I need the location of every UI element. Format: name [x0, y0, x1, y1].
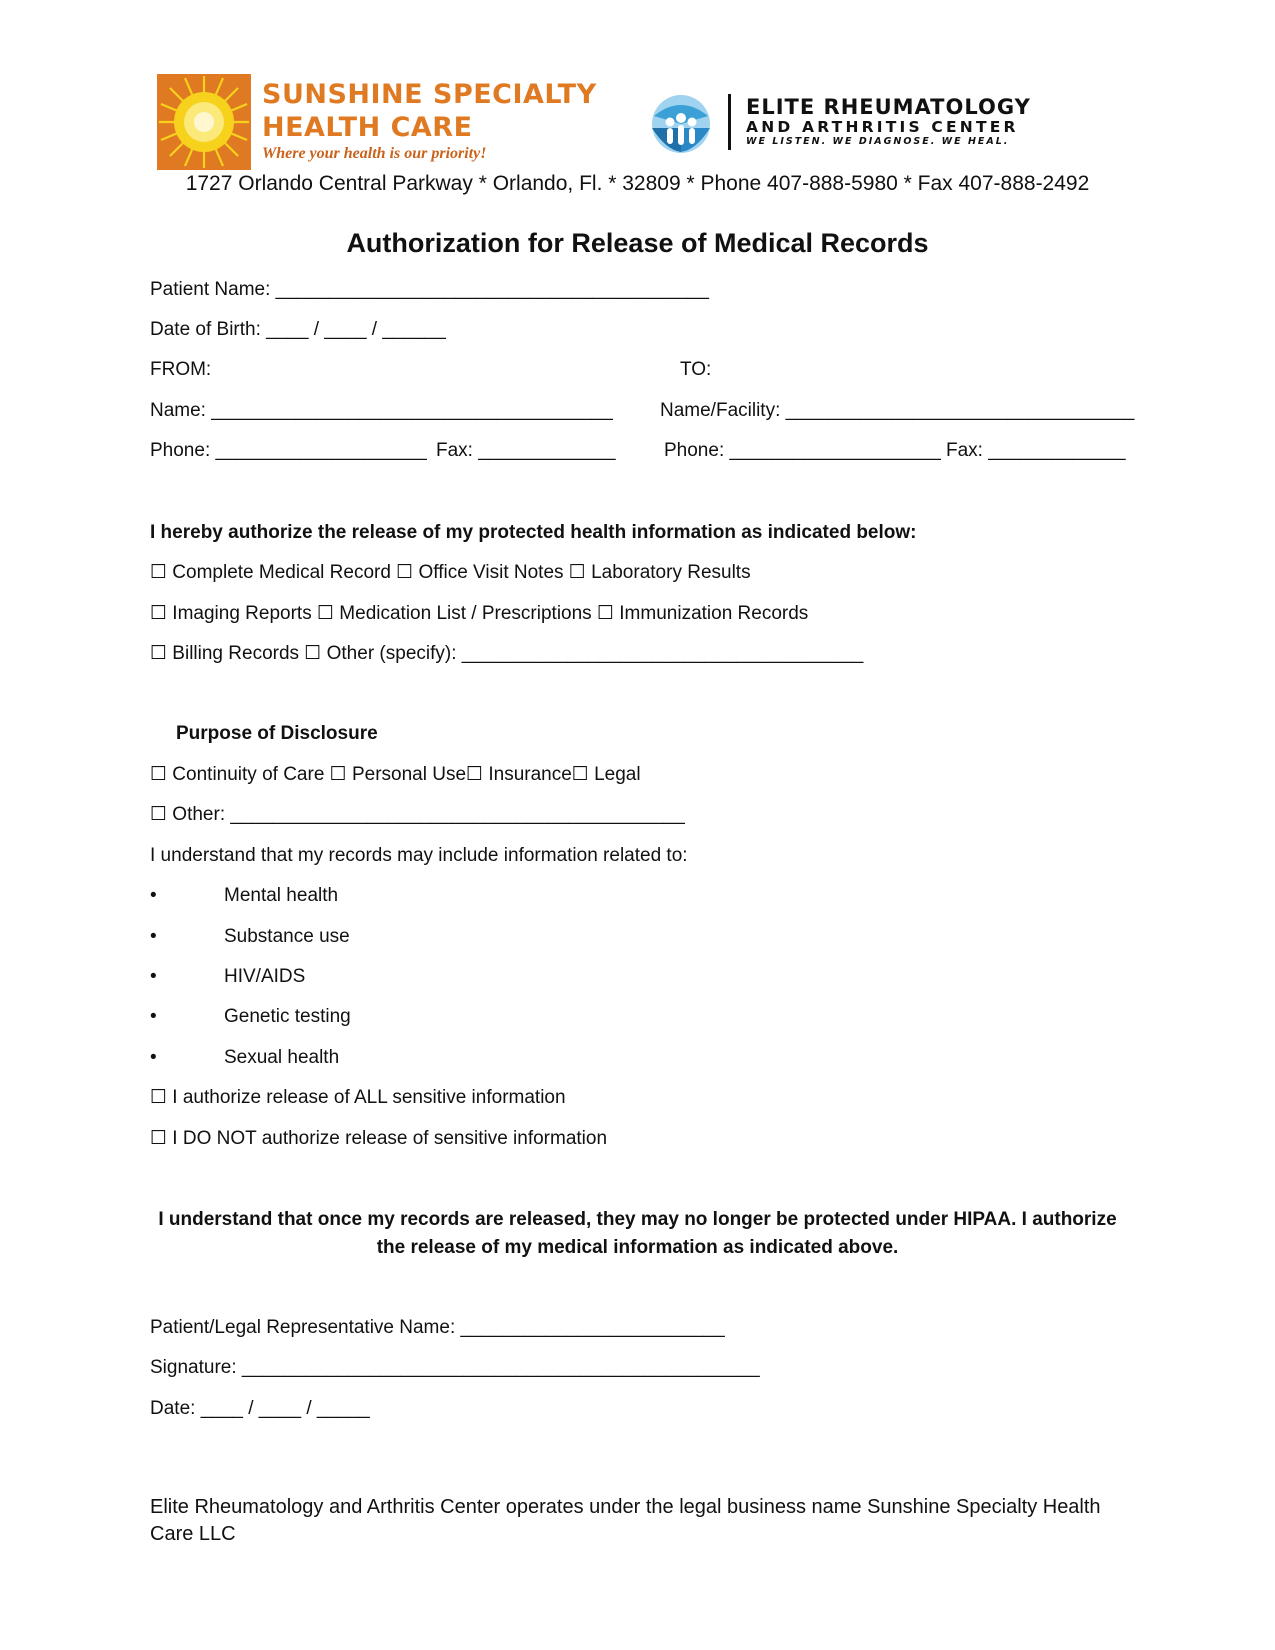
to-heading: TO: [680, 359, 712, 380]
sunshine-logo [157, 74, 597, 170]
representative-name-field[interactable]: Patient/Legal Representative Name: _________________________ [150, 1317, 725, 1338]
release-options-row3[interactable]: ☐ Billing Records ☐ Other (specify): ______________________________________ [150, 643, 864, 664]
signature-date-field[interactable]: Date: ____ / ____ / _____ [150, 1398, 370, 1419]
release-heading: I hereby authorize the release of my protected health information as indicated below: [150, 522, 917, 543]
authorize-all-checkbox[interactable]: ☐ I authorize release of ALL sensitive information [150, 1087, 566, 1108]
form-title: Authorization for Release of Medical Records [346, 228, 929, 258]
from-phone-field[interactable]: Phone: ____________________ [150, 440, 427, 461]
to-phone-field[interactable]: Phone: ____________________ [664, 440, 941, 461]
to-fax-field[interactable]: Fax: _____________ [946, 440, 1126, 461]
elite-name-line2: AND ARTHRITIS CENTER [746, 118, 1019, 136]
list-item: HIV/AIDS [224, 966, 306, 987]
bullet-dot: • [150, 926, 157, 947]
purpose-other-field[interactable]: ☐ Other: ___________________________________________ [150, 804, 685, 825]
signature-field[interactable]: Signature: _________________________________________________ [150, 1357, 760, 1378]
patient-name-field[interactable]: Patient Name: _________________________________________ [150, 279, 709, 300]
list-item: Genetic testing [224, 1006, 351, 1027]
list-item: Substance use [224, 926, 350, 947]
sensitive-intro: I understand that my records may include information related to: [150, 845, 688, 866]
sunshine-tagline: Where your health is our priority! [262, 145, 487, 162]
release-options-row1[interactable]: ☐ Complete Medical Record ☐ Office Visit Notes ☐ Laboratory Results [150, 562, 751, 583]
bullet-dot: • [150, 1006, 157, 1027]
bullet-dot: • [150, 966, 157, 987]
authorize-none-checkbox[interactable]: ☐ I DO NOT authorize release of sensitive information [150, 1128, 608, 1149]
purpose-options-row1[interactable]: ☐ Continuity of Care ☐ Personal Use☐ Insurance☐ Legal [150, 764, 641, 785]
elite-tagline: WE LISTEN. WE DIAGNOSE. WE HEAL. [746, 136, 1010, 147]
date-of-birth-field[interactable]: Date of Birth: ____ / ____ / ______ [150, 319, 446, 340]
elite-emblem-icon [646, 94, 716, 154]
from-fax-field[interactable]: Fax: _____________ [436, 440, 616, 461]
address-line: 1727 Orlando Central Parkway * Orlando, Fl. * 32809 * Phone 407-888-5980 * Fax 407-888-2492 [185, 172, 1090, 195]
release-options-row2[interactable]: ☐ Imaging Reports ☐ Medication List / Prescriptions ☐ Immunization Records [150, 603, 809, 624]
from-heading: FROM: [150, 359, 212, 380]
elite-name-line1: ELITE RHEUMATOLOGY [746, 95, 1031, 119]
from-name-field[interactable]: Name: ______________________________________ [150, 400, 613, 421]
bullet-dot: • [150, 885, 157, 906]
sunshine-name-line1: SUNSHINE SPECIALTY [262, 79, 597, 110]
list-item: Mental health [224, 885, 339, 906]
purpose-heading: Purpose of Disclosure [176, 723, 378, 744]
sun-icon [157, 74, 251, 170]
elite-logo [646, 90, 1066, 156]
sunshine-name-line2: HEALTH CARE [262, 112, 473, 143]
list-item: Sexual health [224, 1047, 340, 1068]
bullet-dot: • [150, 1047, 157, 1068]
elite-logo-divider [728, 94, 731, 150]
hipaa-statement: I understand that once my records are released, they may no longer be protected under HIPAA. I authorize the release of my medical information as indicated above. [158, 1209, 1117, 1258]
footer-legal-note: Elite Rheumatology and Arthritis Center operates under the legal business name Sunshine Specialty Health Care LLC [150, 1496, 1101, 1545]
to-name-facility-field[interactable]: Name/Facility: _________________________________ [660, 400, 1135, 421]
